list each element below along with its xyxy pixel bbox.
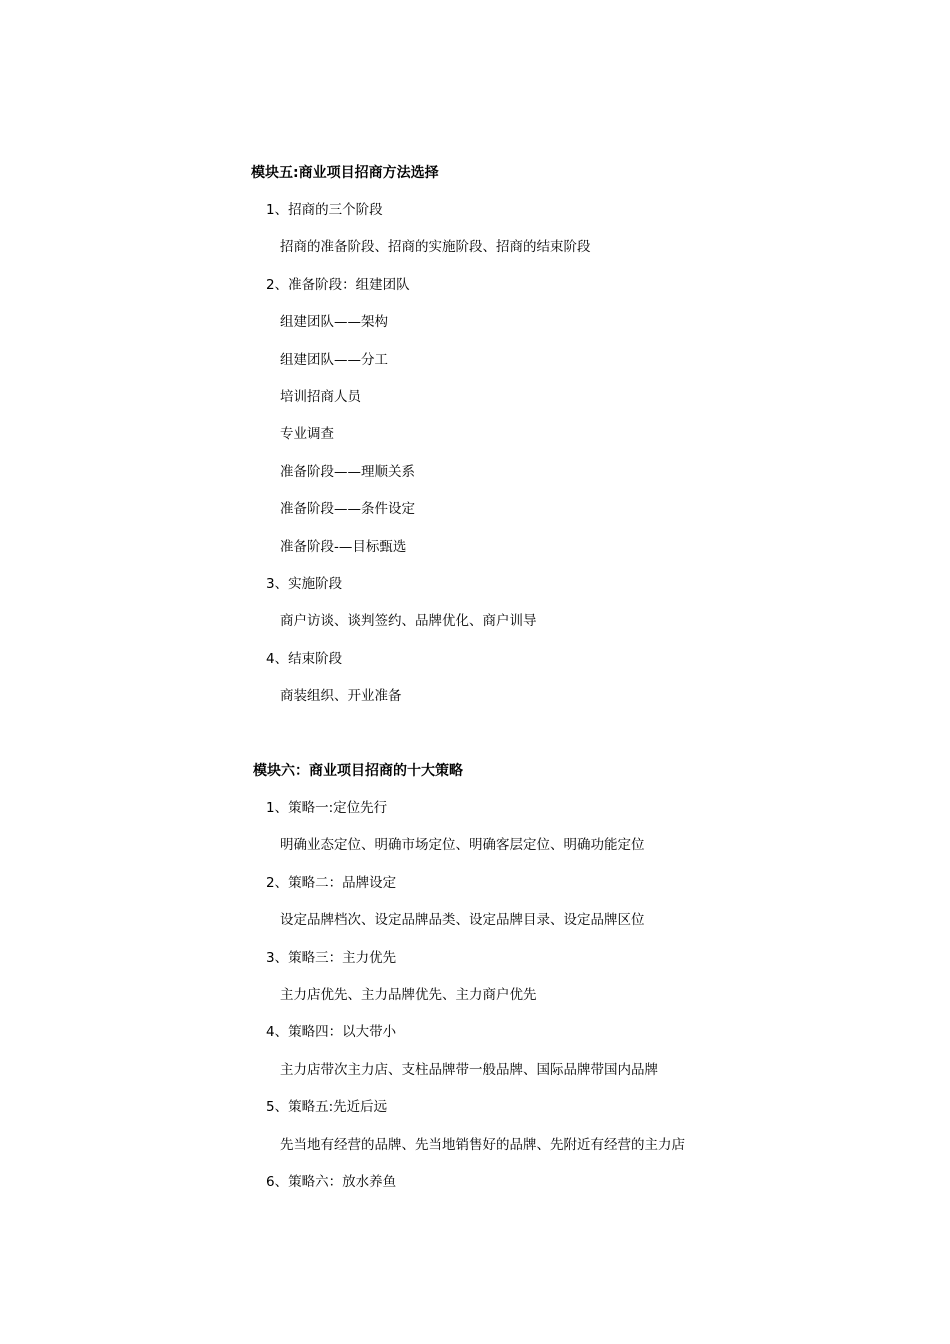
list-item-detail: 商户访谈、谈判签约、品牌优化、商户训导 [280, 613, 537, 630]
list-item: 2、准备阶段：组建团队 [266, 276, 410, 293]
list-item-detail: 主力店带次主力店、支柱品牌带一般品牌、国际品牌带国内品牌 [280, 1061, 658, 1078]
list-item: 3、策略三：主力优先 [266, 949, 397, 966]
list-item-detail: 专业调查 [280, 426, 334, 443]
module-six-section [0, 756, 950, 1204]
list-item: 1、招商的三个阶段 [266, 202, 383, 218]
content-list [0, 195, 950, 711]
list-item: 5、策略五:先近后远 [266, 1099, 388, 1116]
module-five-section [0, 158, 950, 718]
list-item-detail: 商装组织、开业准备 [280, 688, 402, 705]
section-heading: 模块五:商业项目招商方法选择 [251, 165, 439, 181]
list-item-detail: 准备阶段-—目标甄选 [280, 538, 407, 555]
section-heading: 模块六：商业项目招商的十大策略 [253, 763, 463, 779]
list-item-detail: 培训招商人员 [280, 388, 361, 405]
list-item-detail: 设定品牌档次、设定品牌品类、设定品牌目录、设定品牌区位 [280, 912, 645, 929]
list-item-detail: 先当地有经营的品牌、先当地销售好的品牌、先附近有经营的主力店 [280, 1136, 685, 1153]
list-item-detail: 招商的准备阶段、招商的实施阶段、招商的结束阶段 [280, 239, 591, 256]
list-item-detail: 明确业态定位、明确市场定位、明确客层定位、明确功能定位 [280, 837, 645, 854]
list-item: 4、策略四：以大带小 [266, 1024, 397, 1041]
list-item-detail: 组建团队——分工 [280, 351, 388, 368]
list-item-detail: 组建团队——架构 [280, 314, 388, 331]
list-item: 4、结束阶段 [266, 650, 343, 667]
list-item-detail: 准备阶段——理顺关系 [280, 463, 415, 480]
list-item: 3、实施阶段 [266, 575, 343, 592]
list-item-detail: 准备阶段——条件设定 [280, 501, 415, 518]
list-item: 2、策略二：品牌设定 [266, 874, 397, 891]
list-item: 1、策略一:定位先行 [266, 800, 388, 816]
content-list [0, 793, 950, 1197]
list-item-detail: 主力店优先、主力品牌优先、主力商户优先 [280, 986, 537, 1003]
list-item: 6、策略六：放水养鱼 [266, 1173, 397, 1190]
